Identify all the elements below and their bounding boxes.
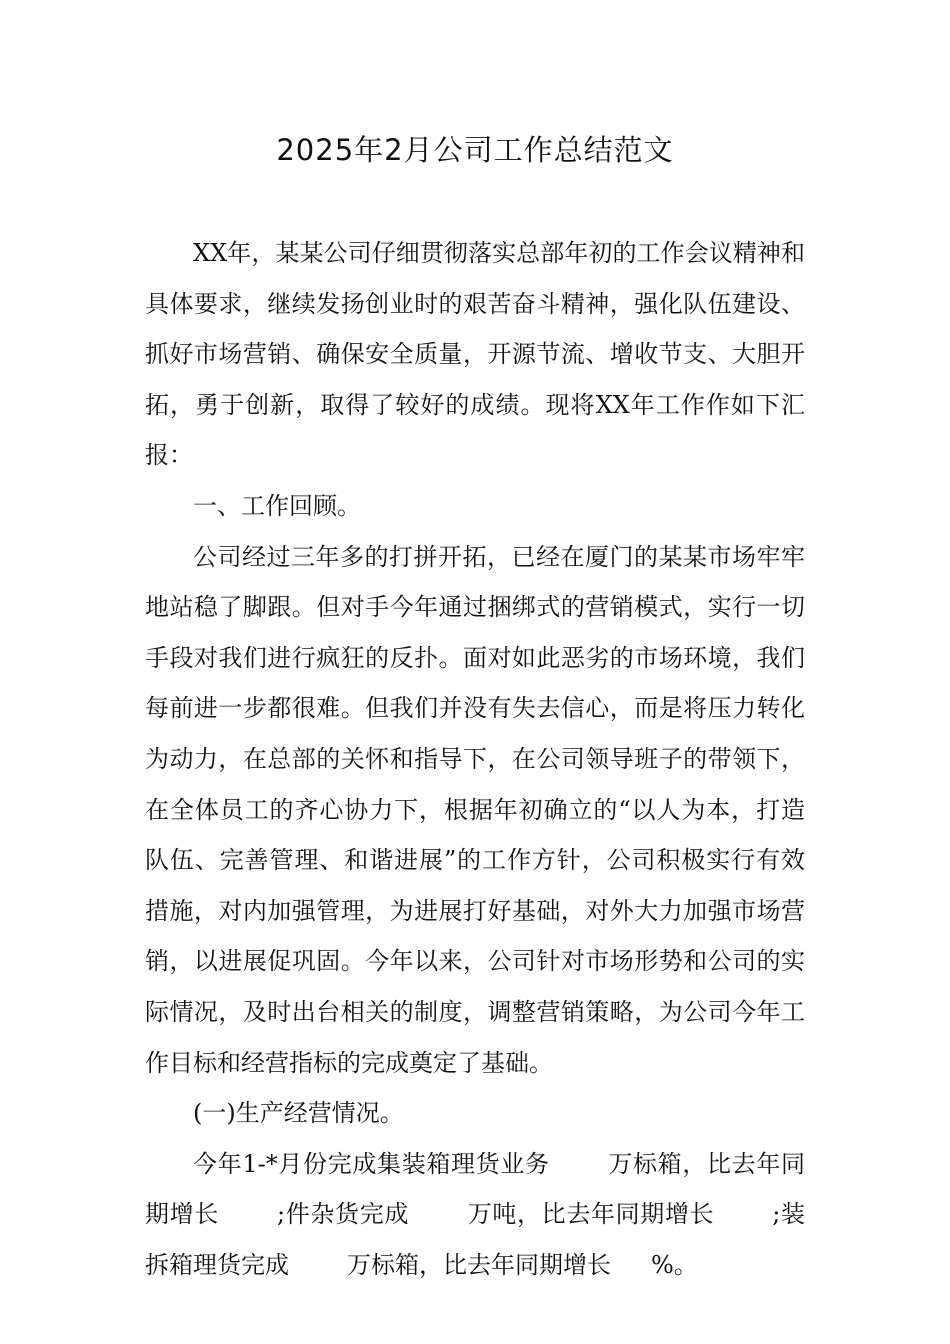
production-text-3: ;件杂货完成 [276, 1200, 410, 1229]
production-text-5: ;装拆箱理货完成 [145, 1200, 806, 1279]
document-title: 2025年2月公司工作总结范文 [276, 133, 674, 167]
production-text-1: 今年1-*月份完成集装箱理货业务 [193, 1149, 550, 1178]
document-body [145, 228, 805, 1290]
production-text-4: 万吨，比去年同期增长 [467, 1200, 715, 1229]
intro-paragraph: XX年，某某公司仔细贯彻落实总部年初的工作会议精神和具体要求，继续发扬创业时的艰苦奋斗精神，强化队伍建设、抓好市场营销、确保安全质量，开源节流、增收节支、大胆开拓，勇于创新，取得了较好的成绩。现将XX年工作作如下汇报： [145, 239, 805, 470]
work-review-paragraph: 公司经过三年多的打拼开拓，已经在厦门的某某市场牢牢地站稳了脚跟。但对手今年通过捆绑式的营销模式，实行一切手段对我们进行疯狂的反扑。面对如此恶劣的市场环境，我们每前进一步都很难。但我们并没有失去信心，而是将压力转化为动力，在总部的关怀和指导下，在公司领导班子的带领下，在全体员工的齐心协力下，根据年初确立的“以人为本，打造队伍、完善管理、和谐进展”的工作方针，公司积极实行有效措施，对内加强管理，为进展打好基础，对外大力加强市场营销，以进展促巩固。今年以来，公司针对市场形势和公司的实际情况，及时出台相关的制度，调整营销策略，为公司今年工作目标和经营指标的完成奠定了基础。 [145, 542, 805, 1077]
section-heading-work-review: 一、工作回顾。 [193, 491, 361, 520]
production-paragraph [145, 1139, 805, 1291]
production-text-7: %。 [651, 1250, 698, 1279]
production-text-6: 万标箱，比去年同期增长 [347, 1250, 611, 1279]
subsection-heading-production: (一)生产经营情况。 [193, 1099, 404, 1128]
production-text-2: 万标箱，比去年同期增长 [145, 1149, 805, 1229]
